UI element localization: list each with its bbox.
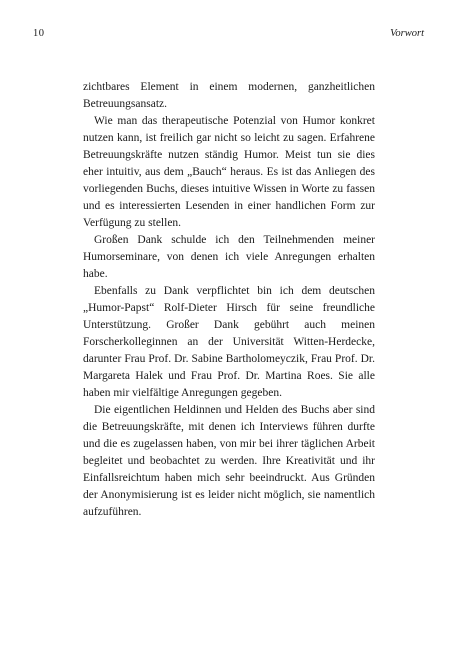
paragraph-thanks-participants: Großen Dank schulde ich den Teilnehmenden meiner Humorseminare, von denen ich viele Anregungen erhalten habe.	[83, 234, 375, 280]
body-text	[83, 79, 375, 521]
page-number: 10	[33, 28, 45, 39]
section-title: Vorwort	[390, 28, 424, 39]
paragraph-thanks-colleagues: Ebenfalls zu Dank verpflichtet bin ich dem deutschen „Humor-Papst“ Rolf-Dieter Hirsch für seine freundliche Unterstützung. Großer Dank gebührt auch meinen Forscherkolleginnen an der Universität Witten-Herdecke, darunter Frau Prof. Dr. Sabine Bartholomeyczik, Frau Prof. Dr. Margareta Halek und Frau Prof. Dr. Martina Roes. Sie alle haben mir vielfältige Anregungen gegeben.	[83, 285, 375, 399]
running-head	[33, 28, 424, 44]
paragraph-heroes: Die eigentlichen Heldinnen und Helden des Buchs aber sind die Betreuungskräfte, mit denen ich Interviews führen durfte und die es zugelassen haben, von mir bei ihrer täglichen Arbeit begleitet und beobachtet zu werden. Ihre Kreativität und ihr Einfallsreichtum haben mich sehr beeindruckt. Aus Gründen der Anonymisierung ist es leider nicht möglich, sie namentlich aufzuführen.	[83, 404, 375, 518]
paragraph-continuation: zichtbares Element in einem modernen, ganzheitlichen Betreuungsansatz.	[83, 81, 375, 110]
paragraph-humor-potential: Wie man das therapeutische Potenzial von Humor konkret nutzen kann, ist freilich gar nicht so leicht zu sagen. Erfahrene Betreuungskräfte nutzen ständig Humor. Meist tun sie dies eher intuitiv, aus dem „Bauch“ heraus. Es ist das Anliegen des vorliegenden Buchs, dieses intuitive Wissen in Worte zu fassen und es interessierten Lesenden in einer handlichen Form zur Verfügung zu stellen.	[83, 115, 375, 229]
